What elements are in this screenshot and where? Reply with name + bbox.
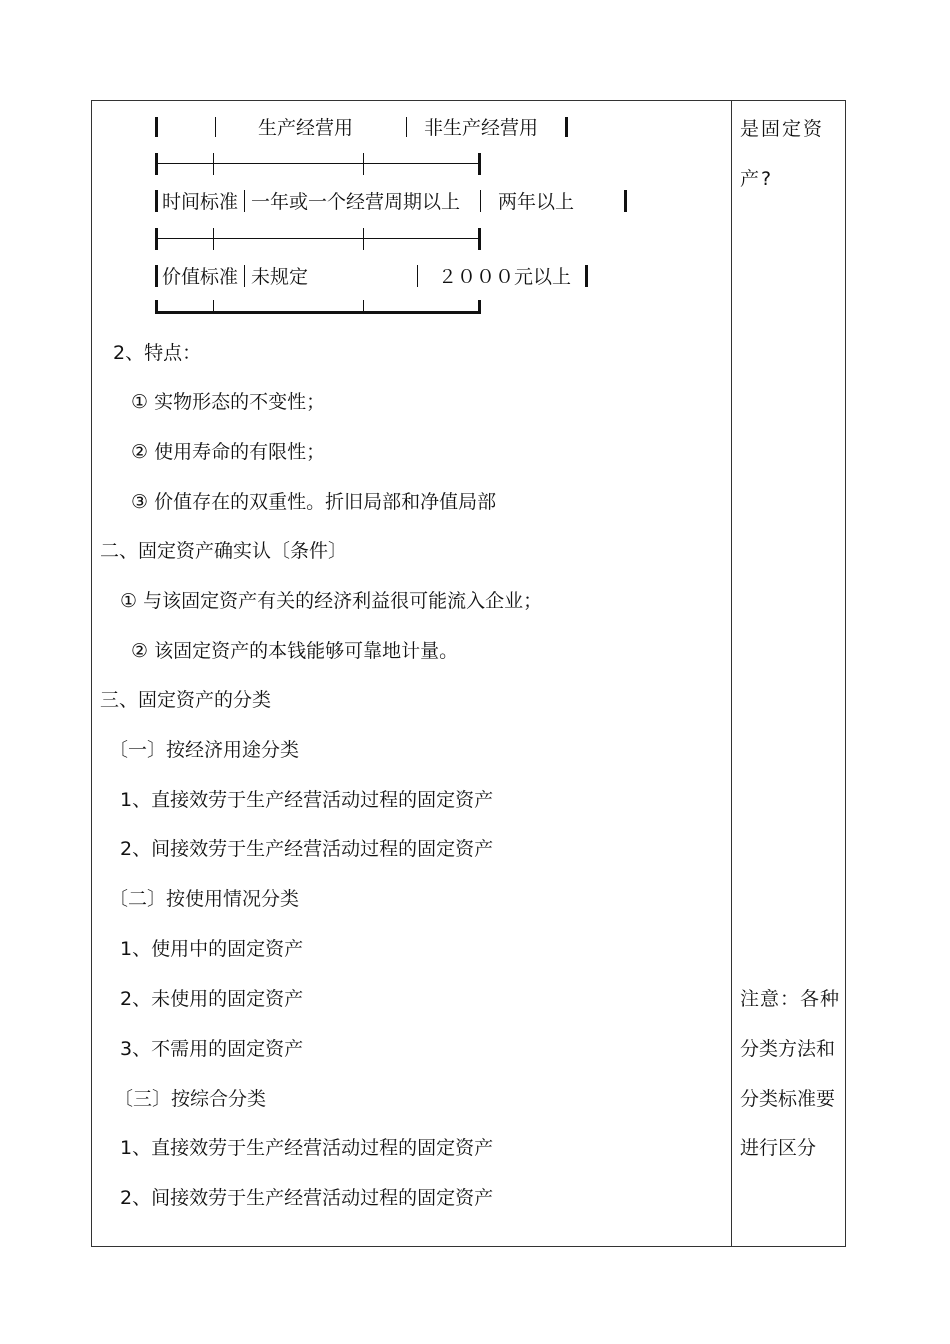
diagram-border [478,153,481,175]
diagram-border [585,265,588,287]
label-value-standard: 价值标准 [162,266,239,288]
diagram-separator [480,190,481,212]
diagram-border [155,117,158,137]
group-item: 1、使用中的固定资产 [120,938,304,960]
diagram-border [565,117,568,137]
diagram-tick [213,300,214,314]
diagram-tick [363,228,364,250]
diagram-tick [363,300,364,314]
side-note-line: 产? [740,168,774,190]
diagram-separator [244,265,245,287]
diagram-tick [363,153,364,175]
diagram-separator [244,190,245,212]
diagram-separator [406,117,407,137]
group-item: 1、直接效劳于生产经营活动过程的固定资产 [120,789,494,811]
header-nonproductive: 非生产经营用 [424,117,539,139]
diagram-separator [417,265,418,287]
time-nonproductive: 两年以上 [498,191,575,213]
group-item: 2、间接效劳于生产经营活动过程的固定资产 [120,1187,494,1209]
diagram-border [478,300,481,314]
recognition-item: ① 与该固定资产有关的经济利益很可能流入企业； [120,590,543,612]
diagram-border [155,153,158,175]
time-productive: 一年或一个经营周期以上 [251,191,461,213]
group-item: 2、未使用的固定资产 [120,988,304,1010]
side-note-line: 进行区分 [740,1137,817,1159]
value-nonproductive: ２０００元以上 [438,266,572,288]
group-title: 〔三〕按综合分类 [114,1088,267,1110]
diagram-border [478,228,481,250]
diagram-tick [213,228,214,250]
label-time-standard: 时间标准 [162,191,239,213]
diagram-border [155,265,158,287]
diagram-rule [155,238,480,239]
feature-item: ① 实物形态的不变性； [131,391,326,413]
classification-heading: 三、固定资产的分类 [100,689,272,711]
recognition-item: ② 该固定资产的本钱能够可靠地计量。 [131,640,459,662]
value-productive: 未规定 [251,266,309,288]
side-note-line: 注意：各种 [740,988,841,1010]
diagram-border [155,228,158,250]
recognition-heading: 二、固定资产确实认〔条件〕 [100,540,348,562]
side-note-line: 是固定资 [740,118,825,140]
group-title: 〔一〕按经济用途分类 [109,739,300,761]
diagram-tick [213,153,214,175]
group-item: 1、直接效劳于生产经营活动过程的固定资产 [120,1137,494,1159]
diagram-border [624,190,627,212]
column-divider [731,100,732,1247]
diagram-rule [155,163,480,164]
side-note-line: 分类方法和 [740,1038,836,1060]
diagram-bottom-rule [155,311,480,314]
diagram-separator [215,117,216,137]
side-note-line: 分类标准要 [740,1088,836,1110]
header-productive: 生产经营用 [258,117,354,139]
group-title: 〔二〕按使用情况分类 [109,888,300,910]
feature-item: ③ 价值存在的双重性。折旧局部和净值局部 [131,491,497,513]
group-item: 3、不需用的固定资产 [120,1038,304,1060]
feature-item: ② 使用寿命的有限性； [131,441,326,463]
group-item: 2、间接效劳于生产经营活动过程的固定资产 [120,838,494,860]
features-heading: 2、特点： [113,342,202,364]
diagram-border [155,190,158,212]
